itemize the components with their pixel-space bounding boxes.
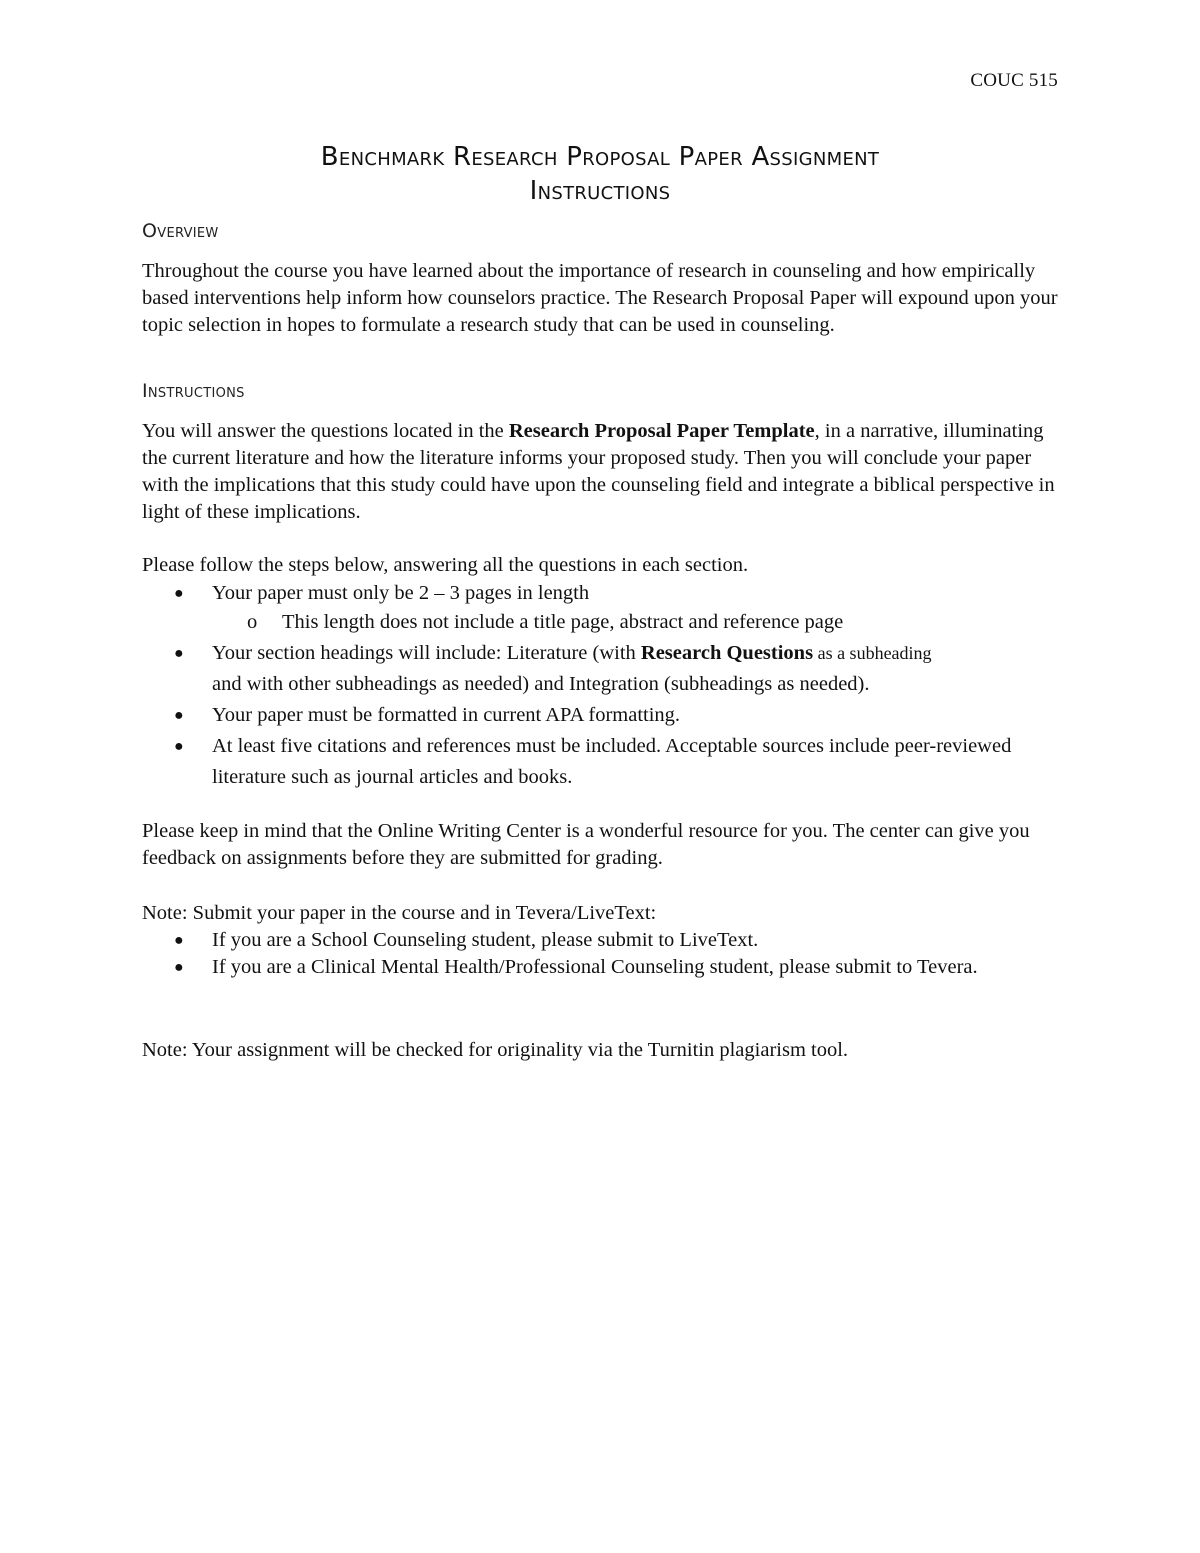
writing-center-paragraph: Please keep in mind that the Online Writing Center is a wonderful resource for you. The center can give you feedback on assignments before they are submitted for grading. [142,820,1030,869]
list-item [142,927,1062,954]
list-item [142,638,1062,700]
step-headings-after: and with other subheadings as needed) and Integration (subheadings as needed). [212,673,870,695]
instructions-paragraph [142,418,1062,526]
template-name: Research Proposal Paper Template [508,420,815,442]
step-length: Your paper must only be 2 – 3 pages in length [212,582,590,604]
list-item [142,607,1062,638]
steps-list [142,580,1062,793]
instructions-intro-before: You will answer the questions located in the [142,420,509,442]
list-item [142,700,1062,731]
step-length-note: This length does not include a title page, abstract and reference page [282,611,844,633]
step-headings-subheading: as a subheading [813,643,932,663]
submit-school-counseling: If you are a School Counseling student, please submit to LiveText. [212,929,759,951]
turnitin-note: Note: Your assignment will be checked for originality via the Turnitin plagiarism tool. [142,1039,849,1061]
bullet-icon: ● [174,959,184,976]
bullet-icon: ● [174,707,184,724]
submit-clinical-counseling: If you are a Clinical Mental Health/Professional Counseling student, please submit to Tevera. [212,956,978,978]
bullet-icon: ● [174,645,184,662]
bullet-icon: ● [174,932,184,949]
step-headings-before: Your section headings will include: Literature (with [212,642,641,664]
bullet-icon: ● [174,738,184,755]
title-line-2: Instructions [529,176,671,206]
title-line-1: Benchmark Research Proposal Paper Assignment [320,142,880,172]
course-code: COUC 515 [970,70,1058,91]
overview-paragraph: Throughout the course you have learned about the importance of research in counseling and how empirically based interventions help inform how counselors practice. The Research Proposal Paper will expound upon your topic selection in hopes to formulate a research study that can be used in counseling. [142,260,1058,336]
list-item [142,954,1062,981]
bullet-icon: ● [174,585,184,602]
step-citations: At least five citations and references must be included. Acceptable sources include peer-reviewed literature such as journal articles and books. [212,735,1012,788]
overview-heading: Overview [142,220,219,242]
submit-note: Note: Submit your paper in the course and in Tevera/LiveText: [142,902,657,924]
step-apa: Your paper must be formatted in current APA formatting. [212,704,681,726]
sub-bullet-icon: o [247,611,258,633]
instructions-intro-after: , in a narrative, illuminating the current literature and how the literature informs your proposed study. Then you will conclude your paper with the implications that this study could have upon the counseling field and integrate a biblical perspective in light of these implications. [142,420,1055,523]
submit-list [142,927,1062,981]
steps-lead: Please follow the steps below, answering all the questions in each section. [142,554,749,576]
list-item [142,580,1062,607]
document-title [140,140,1060,208]
list-item [142,731,1062,793]
research-questions-term: Research Questions [640,642,814,664]
instructions-heading: Instructions [142,380,245,402]
